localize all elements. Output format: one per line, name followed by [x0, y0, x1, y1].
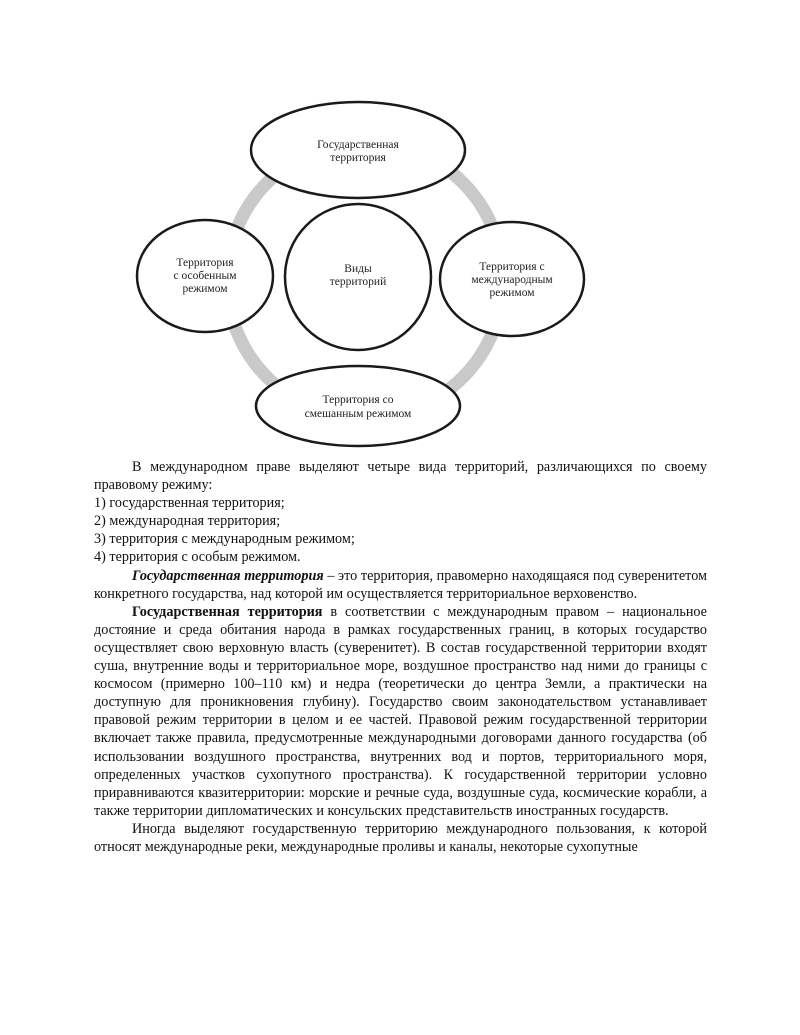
paragraph-term: Государственная территория	[132, 603, 323, 620]
territory-types-diagram	[0, 0, 800, 455]
paragraph-text: в соответствии с международным правом – национальное достояние и среда обитания народа в рамках государственных границ, в которых государство осуществляет свою верховную власть (суверенитет). В состав государственной территории входят суша, внутренние воды и территориальное море, воздушное пространство над ними до границы с космосом (примерно 100–110 км) и недра (теоретически до центра Земли, а практически на доступную для проникновения глубину). Государство своим законодательством устанавливает правовой режим территории в целом и ее частей. Правовой режим государственной территории включает также правила, предусмотренные международными договорами данного государства (об использовании воздушного пространства, внутренних вод и портов, территориального моря, определенных участков сухопутного пространства). К государственной территории условно приравниваются квазитерритории: морские и речные суда, воздушные суда, космические корабли, а также территории дипломатических и консульских представительств иностранных государств.	[94, 603, 707, 819]
node-special-regime-territory	[137, 220, 273, 332]
svg-text:территория: территория	[330, 152, 386, 164]
node-mixed-regime-territory	[256, 366, 460, 446]
list-item: 3) территория с международным режимом;	[94, 531, 355, 548]
node-state-territory	[251, 102, 465, 198]
international-use-paragraph: Иногда выделяют государственную территорию международного пользования, к которой относят международные реки, международные проливы и каналы, некоторые сухопутные	[94, 820, 707, 855]
svg-text:Территория с: Территория с	[479, 261, 545, 273]
list-item: 1) государственная территория;	[94, 495, 285, 512]
svg-text:смешанным режимом: смешанным режимом	[304, 408, 412, 420]
svg-text:международным: международным	[471, 274, 553, 286]
definition-term: Государственная территория	[132, 567, 324, 584]
list-item: 2) международная территория;	[94, 513, 281, 530]
svg-text:с особенным: с особенным	[173, 270, 237, 282]
svg-text:режимом: режимом	[489, 287, 535, 299]
svg-text:режимом: режимом	[182, 283, 228, 295]
svg-text:Территория со: Территория со	[322, 394, 394, 406]
svg-text:Виды: Виды	[344, 263, 372, 275]
state-territory-paragraph	[94, 603, 707, 820]
svg-text:Территория: Территория	[176, 257, 234, 269]
definition-paragraph	[94, 567, 707, 603]
node-center-territory-types	[285, 204, 431, 350]
svg-text:Государственная: Государственная	[317, 139, 399, 151]
svg-text:территорий: территорий	[329, 276, 387, 288]
list-item: 4) территория с особым режимом.	[94, 549, 301, 566]
node-international-regime-territory	[440, 222, 584, 336]
intro-paragraph: В международном праве выделяют четыре вида территорий, различающихся по своему правовому режиму:	[94, 459, 707, 494]
document-body	[94, 458, 707, 856]
definition-text: – это территория, правомерно находящаяся под суверенитетом конкретного государства, над которой им осуществляется территориальное верховенство.	[94, 567, 707, 602]
